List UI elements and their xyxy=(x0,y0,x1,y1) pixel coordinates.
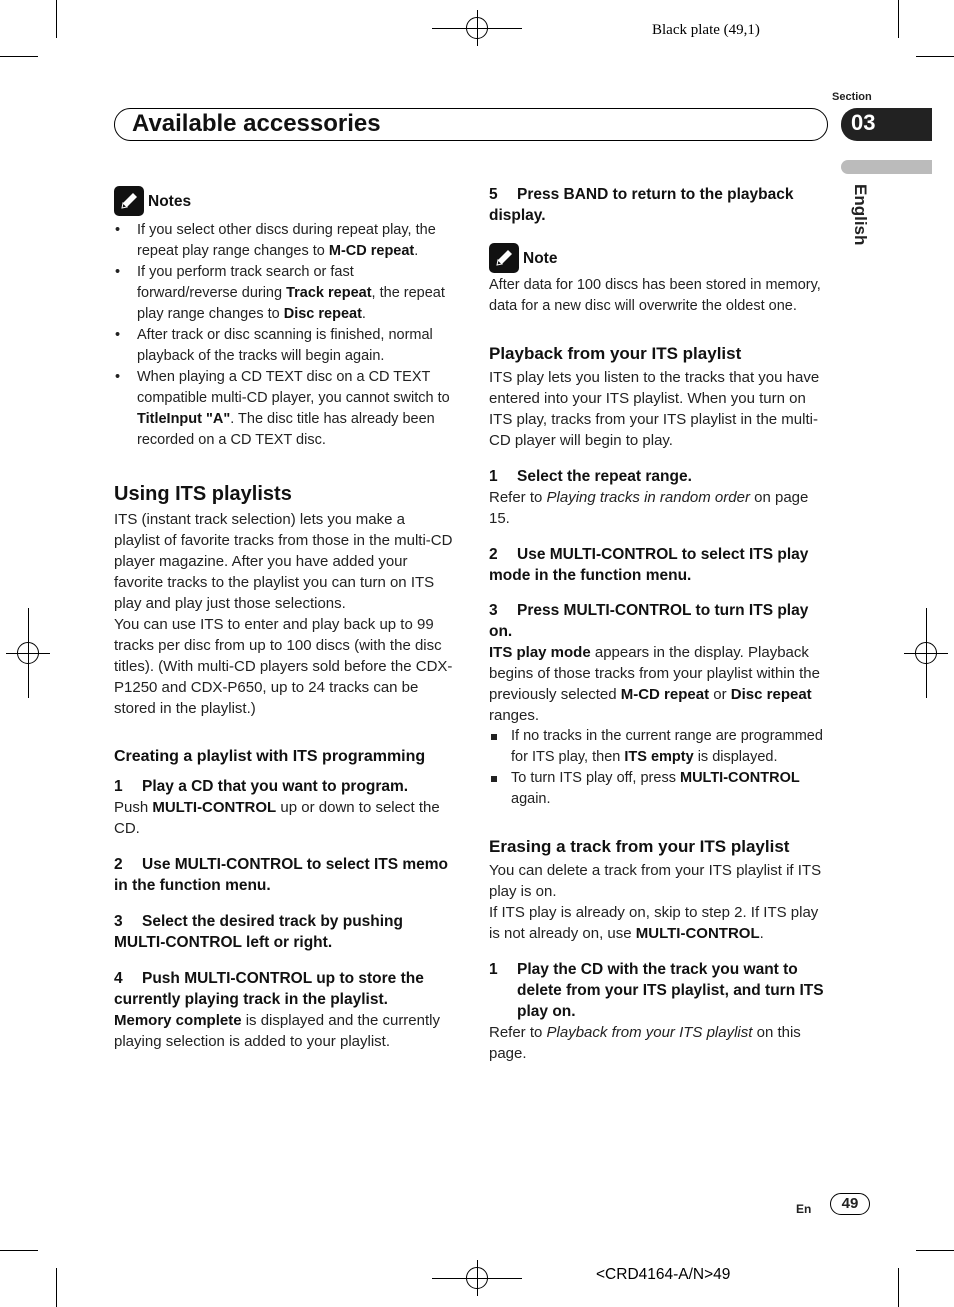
text-run: If you perform track search or fast forward/reverse during xyxy=(137,264,354,301)
erasing-step-1 xyxy=(489,959,827,1064)
crop-mark xyxy=(916,56,954,57)
text-run: on this page. xyxy=(489,1024,801,1062)
bold-term: M-CD repeat xyxy=(620,686,710,703)
section-tab-bar xyxy=(841,160,932,174)
text-run: . The disc title has already been recorded on a CD TEXT disc. xyxy=(137,411,435,448)
playback-its-heading: Playback from your ITS playlist xyxy=(489,344,742,363)
left-column xyxy=(114,186,454,1052)
text-run: If no tracks in the current range are programmed for ITS play, then xyxy=(511,728,823,765)
language-label: English xyxy=(851,184,870,246)
erasing-paragraph-2 xyxy=(489,902,827,944)
text-run: again. xyxy=(511,791,551,807)
step-3 xyxy=(114,911,454,953)
bold-term: Disc repeat xyxy=(283,306,362,322)
bold-term: Memory complete xyxy=(114,1012,242,1029)
bold-term: Track repeat xyxy=(286,285,372,301)
crop-mark xyxy=(898,1268,899,1307)
text-run: Refer to xyxy=(489,1024,547,1041)
note-header xyxy=(489,243,827,273)
bold-term: Disc repeat xyxy=(730,686,812,703)
language-tab xyxy=(842,184,878,264)
bold-term: ITS empty xyxy=(624,749,694,765)
step-number: 2 xyxy=(489,546,498,563)
note-title: Note xyxy=(523,249,558,267)
using-its-paragraph-1: ITS (instant track selection) lets you make a playlist of favorite tracks from those in the multi-CD player magazine. After you have added your favorite tracks to the playlist you can turn on ITS play and play just those selections. xyxy=(114,511,453,612)
text-run: or xyxy=(709,686,731,703)
step-number: 3 xyxy=(489,602,498,619)
page-number: 49 xyxy=(830,1193,870,1215)
page-title: Available accessories xyxy=(132,110,381,137)
text-run: , the repeat play range changes to xyxy=(137,285,445,322)
crop-mark xyxy=(0,1250,38,1251)
crop-mark xyxy=(56,0,57,38)
step-body xyxy=(489,1022,827,1064)
bold-term: MULTI-CONTROL xyxy=(152,799,277,816)
note-text: After data for 100 discs has been stored in memory, data for a new disc will overwrite the oldest one. xyxy=(489,277,821,314)
text-run: Push xyxy=(114,799,153,816)
text-run: up or down to select the CD. xyxy=(114,799,440,837)
step-title: Select the desired track by pushing MULTI-CONTROL left or right. xyxy=(114,913,403,951)
step-title: Play a CD that you want to program. xyxy=(142,778,409,795)
step-number: 1 xyxy=(489,961,498,978)
bold-term: MULTI-CONTROL xyxy=(635,925,760,942)
playback-step-3 xyxy=(489,600,827,810)
section-number: 03 xyxy=(851,110,876,135)
italic-reference: Playback from your ITS playlist xyxy=(546,1024,753,1041)
text-run: To turn ITS play off, press xyxy=(511,770,680,786)
text-run: . xyxy=(759,925,764,942)
text-run: If you select other discs during repeat play, the repeat play range changes to xyxy=(137,222,436,259)
notes-header xyxy=(114,186,454,216)
right-column xyxy=(489,184,827,1064)
step-number: 5 xyxy=(489,186,498,203)
step-number: 2 xyxy=(114,856,123,873)
playback-bullets xyxy=(489,726,827,810)
note-bullet xyxy=(114,325,454,367)
step-number: 1 xyxy=(114,778,123,795)
pencil-note-icon xyxy=(114,186,144,216)
step-title: Use MULTI-CONTROL to select ITS play mode in the function menu. xyxy=(489,546,809,584)
crop-mark xyxy=(898,0,899,38)
crop-mark xyxy=(916,1250,954,1251)
step-body xyxy=(489,487,827,529)
text-run: ranges. xyxy=(489,707,540,724)
document-code: <CRD4164-A/N>49 xyxy=(596,1266,731,1283)
step-title: Press BAND to return to the playback display. xyxy=(489,186,794,224)
playback-step-1 xyxy=(489,466,827,529)
notes-list xyxy=(114,220,454,451)
bold-term: MULTI-CONTROL xyxy=(679,770,800,786)
plate-label: Black plate (49,1) xyxy=(652,22,760,38)
pencil-note-icon xyxy=(489,243,519,273)
text-run: appears in the display. Playback begins of those tracks from your playlist within the previously selected xyxy=(489,644,820,703)
erasing-paragraph-1: You can delete a track from your ITS playlist if ITS play is on. xyxy=(489,862,822,900)
step-2 xyxy=(114,854,454,896)
note-bullet xyxy=(114,367,454,451)
playback-step-2 xyxy=(489,544,827,586)
text-run: When playing a CD TEXT disc on a CD TEXT compatible multi-CD player, you cannot switch to xyxy=(137,369,450,406)
step-title: Play the CD with the track you want to delete from your ITS playlist, and turn ITS play on. xyxy=(517,961,824,1020)
step-5 xyxy=(489,184,827,226)
using-its-paragraph-2: You can use ITS to enter and play back up to 99 tracks per disc from up to 100 discs (with the disc titles). (With multi-CD players sold before the CDX-P1250 and CDX-P650, up to 24 tracks can be stored in the playlist.) xyxy=(114,616,453,717)
square-bullet-icon xyxy=(491,776,497,782)
step-4 xyxy=(114,968,454,1052)
bold-term: M-CD repeat xyxy=(328,243,415,259)
bold-term: TitleInput "A" xyxy=(137,411,231,427)
text-run: . xyxy=(414,243,419,259)
step-body xyxy=(489,642,827,726)
notes-title: Notes xyxy=(148,192,192,210)
text-run: After track or disc scanning is finished, normal playback of the tracks will begin again. xyxy=(137,327,433,364)
italic-reference: Playing tracks in random order xyxy=(546,489,750,506)
bold-term: ITS play mode xyxy=(489,644,591,661)
text-run: If ITS play is already on, skip to step 2. If ITS play is not already on, use xyxy=(489,904,819,942)
language-code: En xyxy=(796,1202,812,1216)
section-label: Section xyxy=(832,91,872,103)
crop-mark xyxy=(0,56,38,57)
step-body xyxy=(114,797,454,839)
text-run: is displayed and the currently playing selection is added to your playlist. xyxy=(114,1012,440,1050)
section-number-badge xyxy=(841,108,932,141)
crop-mark xyxy=(56,1268,57,1307)
step-title: Press MULTI-CONTROL to turn ITS play on. xyxy=(489,602,809,640)
note-bullet xyxy=(114,262,454,325)
step-title: Push MULTI-CONTROL up to store the currently playing track in the playlist. xyxy=(114,970,424,1008)
step-number: 3 xyxy=(114,913,123,930)
using-its-heading: Using ITS playlists xyxy=(114,483,292,505)
creating-playlist-heading: Creating a playlist with ITS programming xyxy=(114,748,426,765)
playback-paragraph: ITS play lets you listen to the tracks that you have entered into your ITS playlist. When you turn on ITS play, tracks from your ITS playlist in the multi-CD player will begin to play. xyxy=(489,369,820,449)
text-run: . xyxy=(361,306,366,322)
step-title: Select the repeat range. xyxy=(517,468,692,485)
text-run: is displayed. xyxy=(693,749,778,765)
erasing-its-heading: Erasing a track from your ITS playlist xyxy=(489,837,790,856)
step-title: Use MULTI-CONTROL to select ITS memo in the function menu. xyxy=(114,856,449,894)
text-run: Refer to xyxy=(489,489,547,506)
text-run: on page 15. xyxy=(489,489,809,527)
step-body xyxy=(114,1010,454,1052)
square-bullet-icon xyxy=(491,734,497,740)
step-number: 4 xyxy=(114,970,123,987)
note-bullet xyxy=(114,220,454,262)
square-bullet-item xyxy=(489,726,827,768)
step-number: 1 xyxy=(489,468,498,485)
square-bullet-item xyxy=(489,768,827,810)
step-1 xyxy=(114,776,454,839)
